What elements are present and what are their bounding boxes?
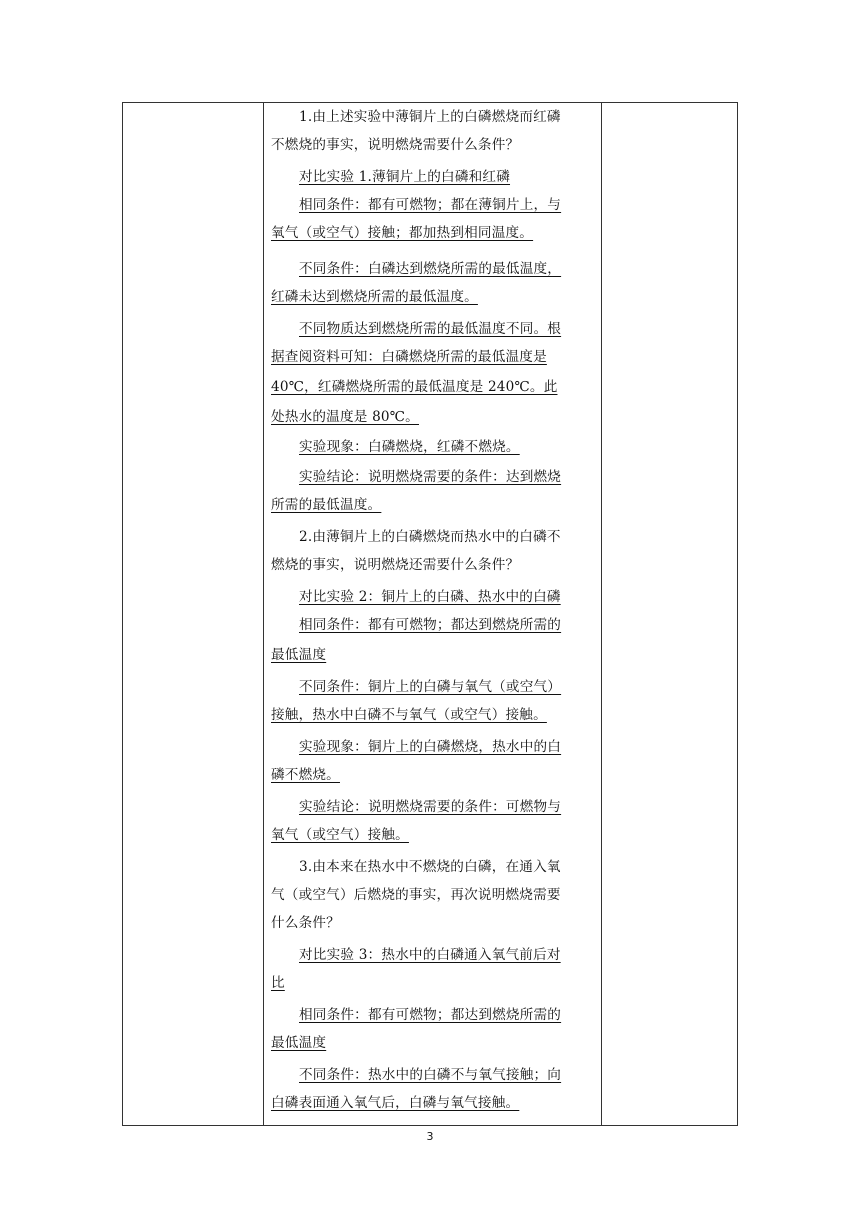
text-line: 对比实验 3：热水中的白磷通入氧气前后对	[299, 947, 561, 963]
text-line: 2.由薄铜片上的白磷燃烧而热水中的白磷不	[299, 529, 561, 545]
text-line: 据查阅资料可知：白磷燃烧所需的最低温度是	[271, 349, 547, 365]
text-line: 对比实验 1.薄铜片上的白磷和红磷	[299, 169, 511, 185]
text-line: 不燃烧的事实，说明燃烧需要什么条件？	[271, 137, 520, 153]
text-line: 最低温度	[271, 1035, 327, 1051]
text-line: 实验结论：说明燃烧需要的条件：达到燃烧	[299, 469, 562, 485]
page-number: 3	[426, 1130, 434, 1143]
text-line: 红磷未达到燃烧所需的最低温度。	[271, 289, 478, 305]
text-line: 相同条件：都有可燃物；都达到燃烧所需的	[299, 1007, 562, 1023]
text-line: 实验现象：白磷燃烧，红磷不燃烧。	[299, 439, 520, 455]
text-line: 对比实验 2：铜片上的白磷、热水中的白磷	[299, 589, 561, 605]
text-line: 实验结论：说明燃烧需要的条件：可燃物与	[299, 799, 562, 815]
text-line: 磷不燃烧。	[271, 767, 340, 783]
text-line: 40℃，红磷燃烧所需的最低温度是 240℃。此	[271, 379, 558, 395]
text-line: 气（或空气）后燃烧的事实，再次说明燃烧需要	[271, 887, 561, 903]
lesson-table	[122, 102, 738, 1126]
text-line: 处热水的温度是 80℃。	[271, 409, 419, 425]
text-line: 1.由上述实验中薄铜片上的白磷燃烧而红磷	[299, 109, 561, 125]
text-line: 相同条件：都有可燃物；都在薄铜片上，与	[299, 197, 562, 213]
text-line: 实验现象：铜片上的白磷燃烧，热水中的白	[299, 739, 562, 755]
text-line: 比	[271, 975, 285, 991]
text-line: 燃烧的事实，说明燃烧还需要什么条件？	[271, 557, 520, 573]
text-line: 不同条件：热水中的白磷不与氧气接触；向	[299, 1067, 562, 1083]
text-line: 相同条件：都有可燃物；都达到燃烧所需的	[299, 617, 562, 633]
column-divider-left	[263, 103, 264, 1125]
text-line: 什么条件？	[271, 915, 340, 931]
text-line: 不同条件：铜片上的白磷与氧气（或空气）	[299, 679, 562, 695]
text-line: 白磷表面通入氧气后，白磷与氧气接触。	[271, 1095, 520, 1111]
text-line: 氧气（或空气）接触；都加热到相同温度。	[271, 225, 534, 241]
text-line: 不同物质达到燃烧所需的最低温度不同。根	[299, 321, 562, 337]
text-line: 接触，热水中白磷不与氧气（或空气）接触。	[271, 707, 547, 723]
text-line: 所需的最低温度。	[271, 497, 382, 513]
text-line: 最低温度	[271, 647, 327, 663]
column-divider-right	[601, 103, 602, 1125]
text-line: 氧气（或空气）接触。	[271, 827, 409, 843]
text-line: 3.由本来在热水中不燃烧的白磷，在通入氧	[299, 859, 561, 875]
text-line: 不同条件：白磷达到燃烧所需的最低温度，	[299, 261, 562, 277]
